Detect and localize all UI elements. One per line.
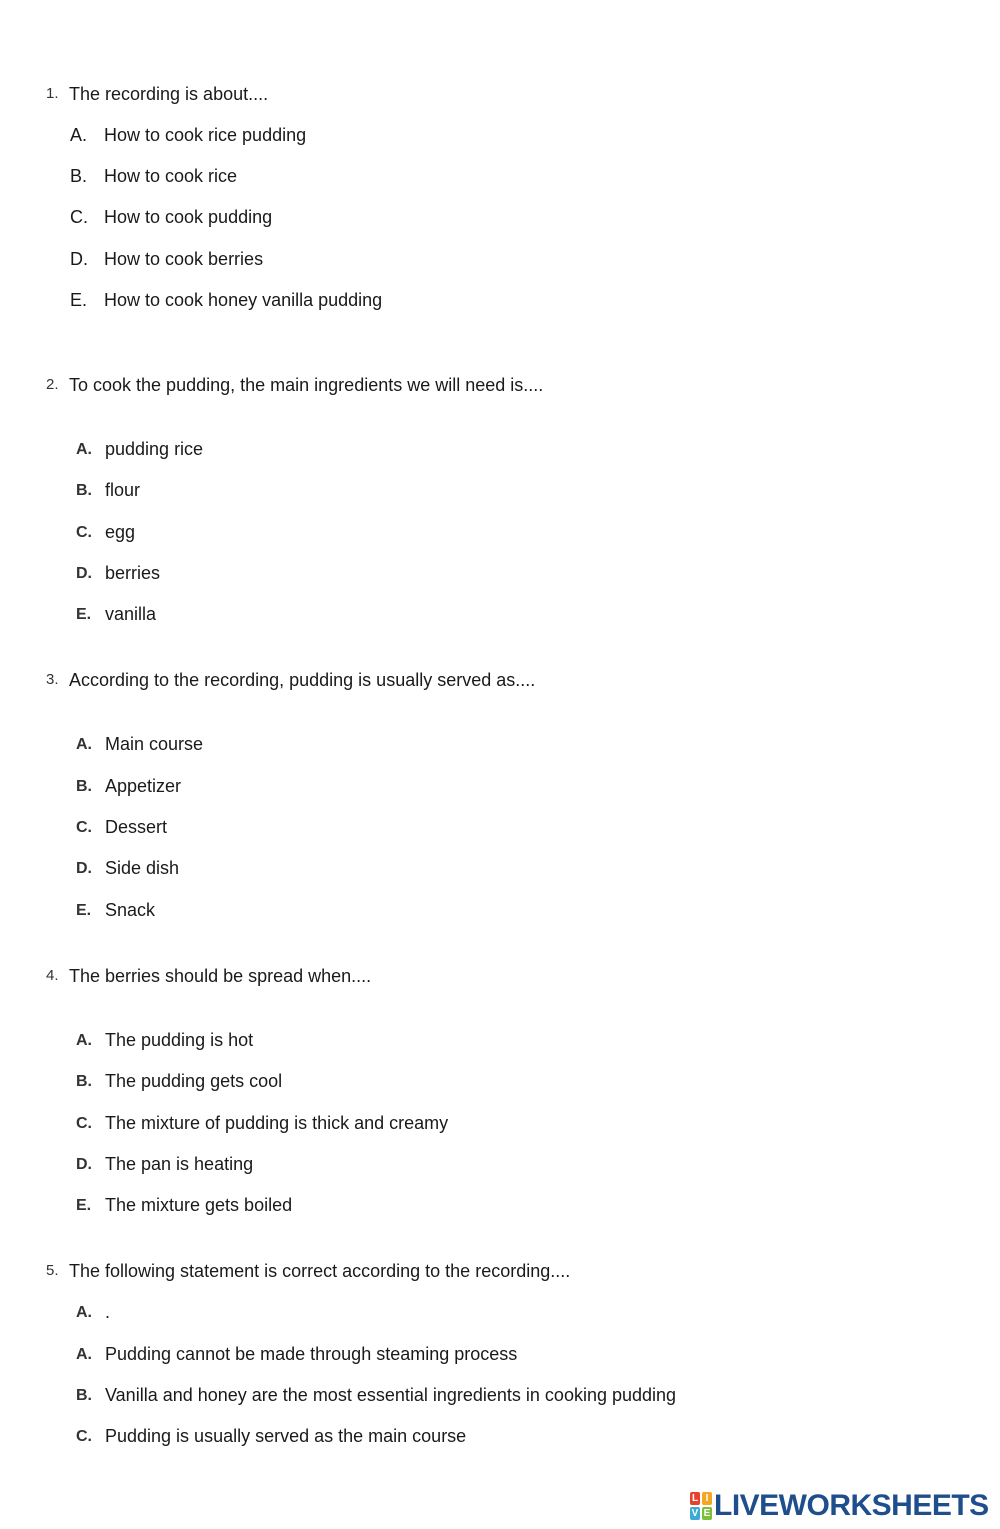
liveworksheets-mark-icon <box>690 1492 712 1520</box>
option-letter: B. <box>76 778 92 795</box>
option-letter: A. <box>76 736 92 753</box>
option-letter: A. <box>70 125 88 145</box>
question-text: The berries should be spread when.... <box>69 966 372 986</box>
option-text: The pudding gets cool <box>105 1071 283 1091</box>
logo-text: LIVEWORKSHEETS <box>714 1489 989 1522</box>
option-text: Side dish <box>105 858 180 878</box>
option-text: The mixture of pudding is thick and creamy <box>105 1113 449 1133</box>
option-text: How to cook rice <box>104 166 238 186</box>
option-letter: E. <box>76 1197 92 1214</box>
option-letter: B. <box>76 1387 92 1404</box>
option-letter: C. <box>70 207 88 227</box>
option-letter: B. <box>76 1073 92 1090</box>
option-letter: B. <box>70 166 88 186</box>
option-letter: A. <box>76 441 92 458</box>
option-text: The pan is heating <box>105 1154 254 1174</box>
option-letter: A. <box>76 1032 92 1049</box>
option-text: Main course <box>105 734 204 754</box>
option-letter: E. <box>70 290 88 310</box>
option-letter: C. <box>76 1428 92 1445</box>
question-text: The recording is about.... <box>69 84 269 104</box>
option-text: flour <box>105 480 141 500</box>
option-text: pudding rice <box>105 439 204 459</box>
question-number: 3. <box>46 671 59 688</box>
option-letter: E. <box>76 606 92 623</box>
mark-letter: L <box>691 1493 699 1504</box>
option-text: berries <box>105 563 161 583</box>
option-letter: D. <box>76 1156 92 1173</box>
option-letter: B. <box>76 482 92 499</box>
option-text: Pudding cannot be made through steaming process <box>105 1344 518 1364</box>
question-text: The following statement is correct according to the recording.... <box>69 1261 571 1281</box>
option-text: Snack <box>105 900 156 920</box>
option-letter: C. <box>76 819 92 836</box>
question-text: To cook the pudding, the main ingredients we will need is.... <box>69 375 544 395</box>
option-text: Vanilla and honey are the most essential ingredients in cooking pudding <box>105 1385 677 1405</box>
question-text: According to the recording, pudding is usually served as.... <box>69 670 536 690</box>
option-text: How to cook pudding <box>104 207 273 227</box>
option-letter: D. <box>76 565 92 582</box>
option-letter: A. <box>76 1304 92 1321</box>
option-text: Appetizer <box>105 776 182 796</box>
question-number: 4. <box>46 967 59 984</box>
option-letter: C. <box>76 524 92 541</box>
option-text: vanilla <box>105 604 157 624</box>
question-number: 2. <box>46 376 59 393</box>
option-letter: D. <box>76 860 92 877</box>
option-text: . <box>105 1302 111 1322</box>
mark-letter: E <box>703 1508 711 1519</box>
option-text: How to cook berries <box>104 249 264 269</box>
option-letter: A. <box>76 1346 92 1363</box>
option-text: Dessert <box>105 817 168 837</box>
option-letter: D. <box>70 249 88 269</box>
option-text: egg <box>105 522 136 542</box>
liveworksheets-logo <box>690 1488 990 1524</box>
option-text: Pudding is usually served as the main course <box>105 1426 467 1446</box>
option-text: The mixture gets boiled <box>105 1195 293 1215</box>
option-letter: E. <box>76 902 92 919</box>
question-number: 5. <box>46 1262 59 1279</box>
option-text: How to cook honey vanilla pudding <box>104 290 383 310</box>
mark-letter: I <box>702 1492 712 1505</box>
option-letter: C. <box>76 1115 92 1132</box>
option-text: The pudding is hot <box>105 1030 254 1050</box>
option-text: How to cook rice pudding <box>104 125 307 145</box>
question-number: 1. <box>46 85 59 102</box>
mark-letter: V <box>691 1508 699 1519</box>
